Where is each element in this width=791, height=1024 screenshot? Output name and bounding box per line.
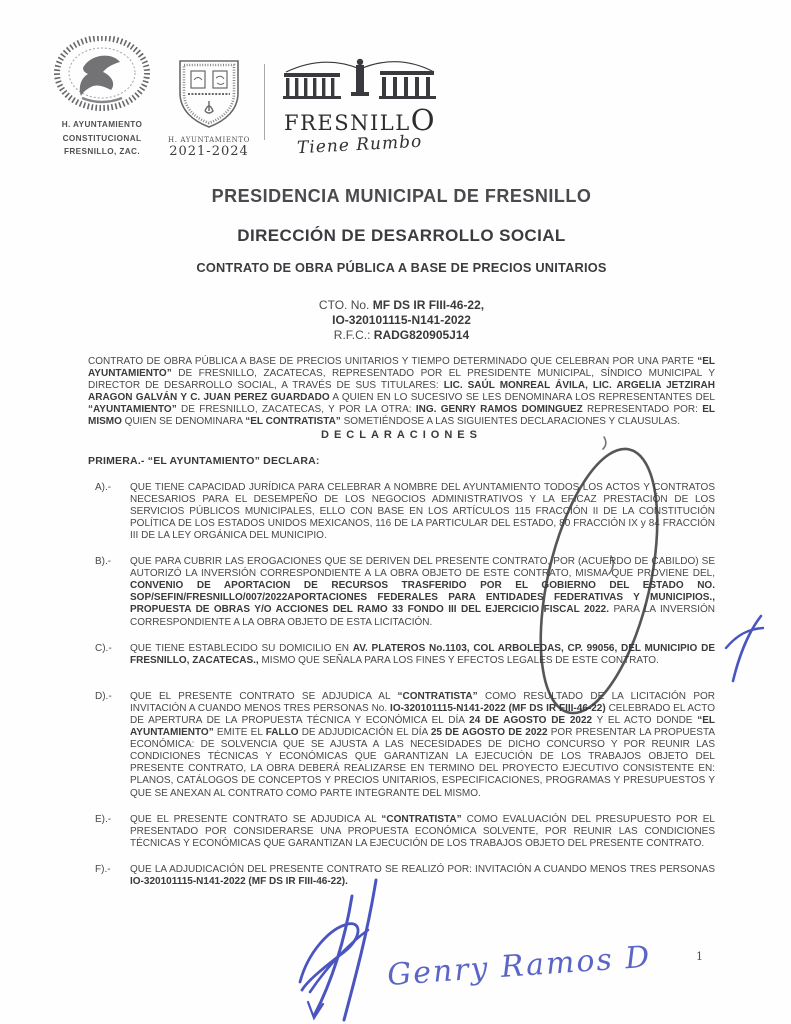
brand-tagline: Tiene Rumbo — [296, 131, 424, 159]
clause-b — [88, 556, 715, 629]
crest-caption-line1: H. AYUNTAMIENTO — [168, 136, 250, 144]
clause-label: D).- — [95, 690, 112, 702]
rfc-label: R.F.C.: — [333, 328, 374, 342]
clause-label: A).- — [95, 481, 112, 493]
clause-text: QUE LA ADJUDICACIÓN DEL PRESENTE CONTRATO SE REALIZÓ POR: INVITACIÓN A CUANDO MENOS TRES PERSONAS IO-320101115-N141-2022 (MF DS IR FIII-46-22). — [130, 863, 715, 887]
clause-label: C).- — [95, 642, 112, 654]
brand-wordmark-text: FRESNILL — [284, 111, 411, 135]
municipal-crest-icon — [172, 56, 246, 130]
monument-icon — [282, 56, 438, 102]
rfc-line — [88, 328, 715, 343]
contract-type-title: CONTRATO DE OBRA PÚBLICA A BASE DE PRECIOS UNITARIOS — [196, 260, 607, 275]
io-number-line: IO-320101115-N141-2022 — [332, 313, 471, 327]
primera-heading: PRIMERA.- “EL AYUNTAMIENTO” DECLARA: — [88, 454, 320, 467]
header-divider — [264, 64, 265, 140]
contract-reference-block — [88, 298, 715, 343]
clause-text: QUE TIENE CAPACIDAD JURÍDICA PARA CELEBRAR A NOMBRE DEL AYUNTAMIENTO TODOS LOS ACTOS Y CONTRATOS NECESARIOS PARA EL DESEMPEÑO DE LOS NEGOCIOS ADMINISTRATIVOS Y LA EFICAZ PRESTACIÓN DE LOS SERVICIOS PÚBLICOS MUNICIPALES, ELLO CON BASE EN LOS ARTÍCULOS 115 FRACCIÓN II DE LA CONSTITUCIÓN POLÍTICA DE LOS ESTADOS UNIDOS MEXICANOS, 116 DE LA PARTICULAR DEL ESTADO, 80 FRACCIÓN IX y 84 FRACCIÓN III DE LA LEY ORGÁNICA DEL MUNICIPIO. — [130, 481, 715, 541]
clause-label: F).- — [95, 863, 111, 875]
rfc-value: RADG820905J14 — [373, 328, 470, 342]
seal-caption-line2: CONSTITUCIONAL — [62, 133, 142, 143]
clause-a — [88, 482, 715, 542]
national-seal-icon — [52, 36, 152, 112]
signature-name: Genry Ramos D — [386, 939, 653, 993]
contract-number-line — [88, 298, 715, 313]
clause-text: QUE TIENE ESTABLECIDO SU DOMICILIO EN AV. PLATEROS No.1103, COL ARBOLEDAS, CP. 99056, DEL MUNICIPIO DE FRESNILLO, ZACATECAS., MISMO QUE SEÑALA PARA LOS FINES Y EFECTOS LEGALES DE ESTE CONTRATO. — [130, 642, 715, 666]
page-title: PRESIDENCIA MUNICIPAL DE FRESNILLO — [211, 186, 592, 206]
clause-d — [88, 691, 715, 800]
cto-value: MF DS IR FIII-46-22, — [372, 298, 485, 312]
department-title: DIRECCIÓN DE DESARROLLO SOCIAL — [237, 226, 566, 245]
brand-wordmark-o: O — [410, 103, 436, 137]
brand-wordmark — [270, 103, 450, 137]
seal-caption-line3: FRESNILLO, ZAC. — [63, 147, 141, 156]
eagle-glyph — [80, 56, 120, 96]
municipal-crest-logo — [168, 56, 250, 159]
clause-text: QUE EL PRESENTE CONTRATO SE ADJUDICA AL “CONTRATISTA” COMO EVALUACIÓN DEL PRESUPUESTO POR EL PRESENTADO POR CONSIDERARSE UNA PROPUESTA ECONÓMICA SOLVENTE, POR REUNIR LAS CONDICIONES TÉCNICAS Y ECONÓMICAS QUE GARANTIZAN LA EJECUCIÓN DE LOS TRABAJOS OBJETO DEL PRESENTE CONTRATO. — [130, 813, 715, 849]
page-number: 1 — [696, 950, 703, 963]
clause-c — [88, 643, 715, 667]
clause-e — [88, 814, 715, 850]
clause-f — [88, 864, 715, 888]
intro-paragraph: CONTRATO DE OBRA PÚBLICA A BASE DE PRECIOS UNITARIOS Y TIEMPO DETERMINADO QUE CELEBRAN POR UNA PARTE “EL AYUNTAMIENTO” DE FRESNILLO, ZACATECAS, REPRESENTADO POR EL PRESIDENTE MUNICIPAL, SÍNDICO MUNICIPAL Y DIRECTOR DE DESARROLLO SOCIAL, A TRAVÉS DE SUS TITULARES: LIC. SAÚL MONREAL ÁVILA, LIC. ARGELIA JETZIRAH ARAGON GALVÁN Y C. JUAN PEREZ GUARDADO A QUIEN EN LO SUCESIVO SE LES DENOMINARA LOS REPRESENTANTES DEL “AYUNTAMIENTO” DE FRESNILLO, ZACATECAS, Y POR LA OTRA: ING. GENRY RAMOS DOMINGUEZ REPRESENTADO POR: EL MISMO QUIEN SE DENOMINARA “EL CONTRATISTA” SOMETIÉNDOSE A LAS SIGUIENTES DECLARACIONES Y CLAUSULAS. — [88, 356, 715, 428]
clause-label: E).- — [95, 813, 112, 825]
clause-text: QUE PARA CUBRIR LAS EROGACIONES QUE SE DERIVEN DEL PRESENTE CONTRATO, POR (ACUERDO DE CABILDO) SE AUTORIZÓ LA INVERSIÓN CORRESPONDIENTE A LA OBRA OBJETO DE ESTE CONTRATO, MISMA QUE PROVIENE DEL, CONVENIO DE APORTACION DE RECURSOS TRASFERIDO POR EL GOBIERNO DEL ESTADO NO. SOP/SEFIN/FRESNILLO/007/2022APORTACIONES FEDERALES PARA ENTIDADES FEDERATIVAS Y MUNICIPIOS., PROPUESTA DE OBRAS Y/O ACCIONES DEL RAMO 33 FONDO III DEL EJERCICIO FISCAL 2022. PARA LA INVERSIÓN CORRESPONDIENTE A LA OBRA OBJETO DE ESTA LICITACIÓN. — [130, 556, 716, 628]
clause-text: QUE EL PRESENTE CONTRATO SE ADJUDICA AL “CONTRATISTA” COMO RESULTADO DE LA LICITACIÓN POR INVITACIÓN A CUANDO MENOS TRES PERSONAS No. IO-320101115-N141-2022 (MF DS IR FIII-46-22) CELEBRADO EL ACTO DE APERTURA DE LA PROPUESTA TÉCNICA Y ECONÓMICA EL DÍA 24 DE AGOSTO DE 2022 Y EL ACTO DONDE “EL AYUNTAMIENTO” EMITE EL FALLO DE ADJUDICACIÓN EL DÍA 25 DE AGOSTO DE 2022 POR PRESENTAR LA PROPUESTA ECONÓMICA: DE SOLVENCIA QUE SE AJUSTA A LAS NECESIDADES DE DICHO CONCURSO Y POR REUNIR LAS CONDICIONES TÉCNICAS Y ECONÓMICAS QUE GARANTIZAN LA EJECUCIÓN DE LOS TRABAJOS OBJETO DEL PRESENTE CONTRATO, LA OBRA DEBERÁ REALIZARSE EN TERMINO DEL PROYECTO EJECUTIVO CONSISTENTE EN: PLANOS, CATÁLOGOS DE CONCEPTOS Y PRECIOS UNITARIOS, ESPECIFICACIONES, PROGRAMAS Y PRESUPUESTOS Y QUE SE ANEXAN AL CONTRATO COMO PARTE INTEGRANTE DEL MISMO. — [130, 690, 715, 799]
national-seal-logo — [50, 36, 154, 158]
seal-caption-line1: H. AYUNTAMIENTO — [61, 120, 143, 129]
declarations-heading: DECLARACIONES — [321, 428, 482, 441]
cto-label: CTO. No. — [318, 298, 373, 312]
clause-label: B).- — [95, 556, 112, 568]
fresnillo-brand-logo — [270, 56, 450, 159]
crest-caption-line2: 2021-2024 — [169, 144, 249, 159]
document-body — [88, 186, 715, 902]
blue-check-annotation — [726, 616, 763, 681]
